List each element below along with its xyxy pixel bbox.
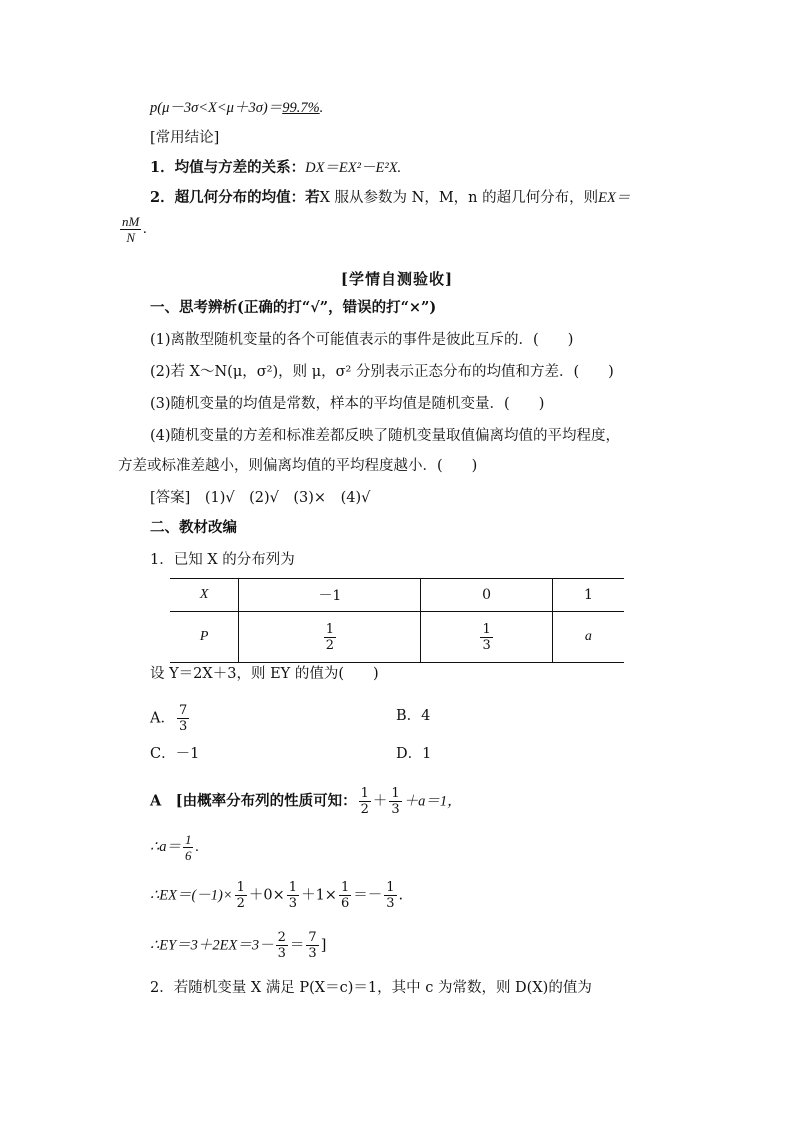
conclusion-1: 1．均值与方差的关系：DX＝EX²－E²X. [150,159,402,176]
part1-title: 一、思考辨析(正确的打“√”，错误的打“×”) [150,299,437,316]
answer-line: [答案] (1)√ (2)√ (3)× (4)√ [150,490,371,506]
conclusion-2: 2．超几何分布的均值：若X 服从参数为 N，M，n 的超几何分布，则EX＝ [150,189,631,206]
option-d: D．1 [396,746,432,762]
option-c: C．－1 [150,746,200,762]
common-conclusions-label: [常用结论] [150,130,220,146]
conclusion-2-fraction: $\frac{nM}{N}$ . [122,214,147,245]
distribution-table [170,578,624,663]
section-title: [学情自测验收] [340,270,454,288]
exercise-1-question: 设 Y＝2X＋3，则 EY 的值为( ) [150,666,379,682]
part2-title: 二、教材改编 [150,519,237,536]
table-row [170,612,624,663]
table-cell: 0 [421,579,552,612]
question-3: (3)随机变量的均值是常数，样本的平均值是随机变量．( ) [150,396,545,412]
question-2: (2)若 X～N(μ，σ²)，则 μ，σ² 分别表示正态分布的均值和方差．( ) [150,364,614,380]
solution-line-3: ∴EX＝(－1)× $\frac{1}{2}$ ＋0× $\frac{1}{3}$ ＋1× $\frac{1}{6}$ ＝－ $\frac{1}{3}$ . [150,880,404,911]
solution-line-1: A [由概率分布列的性质可知： $\frac{1}{2}$ ＋ $\frac{1}{3}$ ＋a＝1， [150,786,462,817]
table-cell: 1 [552,579,624,612]
exercise-1-stem: 1．已知 X 的分布列为 [150,552,295,568]
table-cell: X [170,579,239,612]
option-a: A． $\frac{7}{3}$ [150,703,188,734]
solution-line-4: ∴EY＝3＋2EX＝3－ $\frac{2}{3}$ ＝ $\frac{7}{3}$ ] [150,930,327,961]
table-cell: a [552,612,624,663]
table-cell: $\frac{1}{3}$ [421,612,552,663]
question-4-line2: 方差或标准差越小，则偏离均值的平均程度越小．( ) [118,458,478,474]
question-4-line1: (4)随机变量的方差和标准差都反映了随机变量取值偏离均值的平均程度， [150,428,621,444]
table-cell: P [170,612,239,663]
question-1: (1)离散型随机变量的各个可能值表示的事件是彼此互斥的．( ) [150,332,574,348]
table-cell: －1 [239,579,421,612]
table-cell: $\frac{1}{2}$ [239,612,421,663]
option-b: B．4 [396,708,431,724]
exercise-2-stem: 2．若随机变量 X 满足 P(X＝c)＝1，其中 c 为常数，则 D(X)的值为 [150,980,592,996]
table-row [170,579,624,612]
formula-3sigma: p(μ－3σ<X<μ＋3σ)＝99.7%. [150,100,324,116]
solution-line-2: ∴a＝ $\frac{1}{6}$ . [150,832,200,863]
